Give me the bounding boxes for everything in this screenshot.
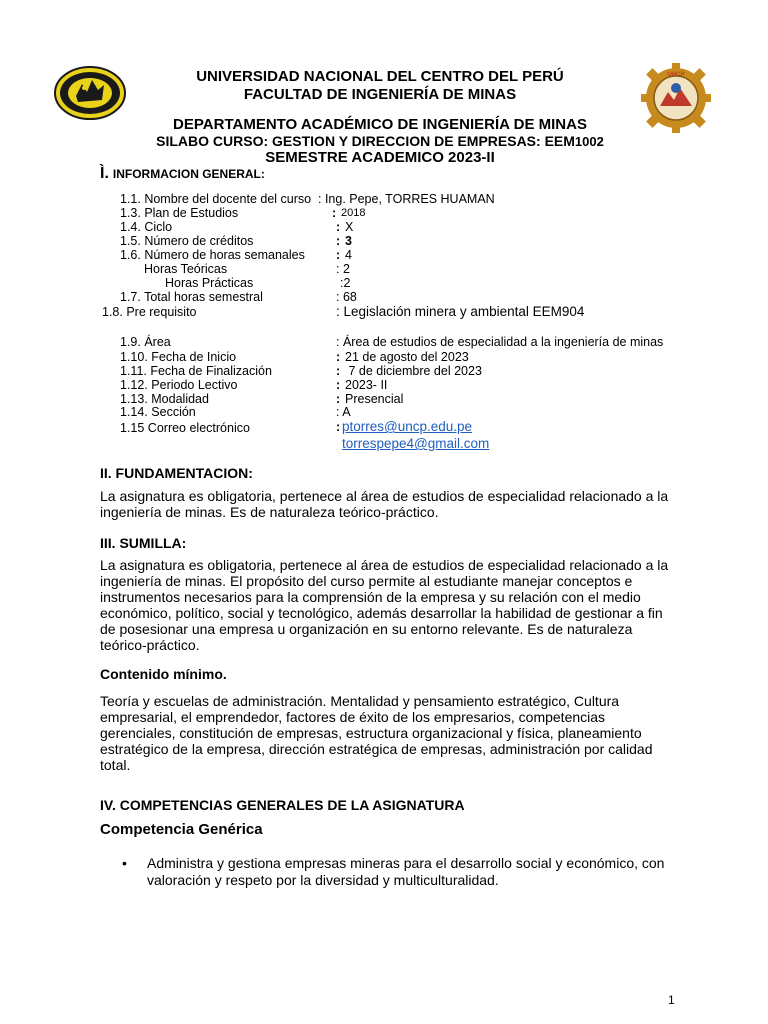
paragraph-line: empresarial, el emprendedor, factores de éxito de los empresarios, competencias (100, 709, 606, 725)
info-value-fecha-fin: 7 de diciembre del 2023 (345, 364, 482, 378)
university-seal-logo (54, 66, 126, 120)
info-label-area: 1.9. Área (120, 335, 171, 349)
info-label-horas-semanales: 1.6. Número de horas semanales (120, 248, 305, 262)
info-label-prerequisito: 1.8. Pre requisito (102, 305, 197, 319)
info-value-horas-teoricas: : 2 (336, 262, 350, 276)
contenido-minimo-paragraph (100, 693, 690, 773)
svg-text:UNCP: UNCP (667, 72, 685, 78)
info-value-horas-semanales: 4 (345, 248, 352, 262)
section-1-mark: Ì. (100, 165, 109, 182)
info-value-total-horas: : 68 (336, 290, 357, 304)
info-label-ciclo: 1.4. Ciclo (120, 220, 173, 234)
course-title-text: SILABO CURSO: GESTION Y DIRECCION DE EMPRESAS: EEM (156, 133, 575, 149)
info-colon-modalidad: : (336, 392, 341, 406)
sumilla-paragraph (100, 557, 690, 653)
info-value-horas-practicas: :2 (340, 276, 351, 290)
info-colon-correo: : (336, 420, 341, 434)
section-3-title: III. SUMILLA: (100, 535, 187, 551)
info-colon-plan: : (332, 206, 337, 220)
fundamentacion-paragraph (100, 488, 690, 520)
paragraph-line: total. (100, 757, 131, 773)
paragraph-line: Teoría y escuelas de administración. Mentalidad y pensamiento estratégico, Cultura (100, 693, 620, 709)
paragraph-line: estratégico de la empresa, dirección estratégica de empresas, administración por calidad (100, 741, 653, 757)
section-4-title: IV. COMPETENCIAS GENERALES DE LA ASIGNATURA (100, 797, 465, 813)
info-value-creditos: 3 (345, 234, 352, 248)
info-label-total-horas: 1.7. Total horas semestral (120, 290, 263, 304)
bullet-text-line: Administra y gestiona empresas mineras para el desarrollo social y económico, con (147, 855, 665, 871)
paragraph-line: ingeniería de minas. El propósito del curso permite al estudiante manejar conceptos e (100, 573, 633, 589)
info-value-area: : Área de estudios de especialidad a la ingeniería de minas (336, 335, 664, 349)
info-colon-ciclo: : (336, 220, 341, 234)
paragraph-line: La asignatura es obligatoria, pertenece al área de estudios de especialidad relacionado a la (100, 488, 669, 504)
info-colon-creditos: : (336, 234, 341, 248)
university-name: UNIVERSIDAD NACIONAL DEL CENTRO DEL PERÚ (196, 68, 564, 85)
info-value-modalidad: Presencial (345, 392, 404, 406)
info-colon-horas-semanales: : (336, 248, 341, 262)
bullet-icon: • (122, 855, 127, 871)
paragraph-line: ingeniería de minas. Es de naturaleza teórico-práctico. (100, 504, 439, 520)
faculty-name: FACULTAD DE INGENIERÍA DE MINAS (243, 86, 517, 103)
info-label-creditos: 1.5. Número de créditos (120, 234, 254, 248)
contenido-minimo-title: Contenido mínimo. (100, 666, 227, 682)
paragraph-line: gerenciales, constitución de empresas, estructura organizacional y física, planeamiento (100, 725, 642, 741)
info-colon-fecha-fin: : (336, 364, 341, 378)
info-label-plan: 1.3. Plan de Estudios (120, 206, 239, 220)
department-name: DEPARTAMENTO ACADÉMICO DE INGENIERÍA DE MINAS (173, 116, 587, 133)
paragraph-line: instrumentos necesarios para la comprensión de la empresa y su relación con el medio (100, 589, 641, 605)
info-value-seccion: : A (336, 405, 351, 419)
info-colon-periodo: : (336, 378, 341, 392)
info-value-prerequisito: : Legislación minera y ambiental EEM904 (336, 304, 585, 319)
semester-title: SEMESTRE ACADEMICO 2023-II (265, 149, 495, 166)
section-2-title: II. FUNDAMENTACION: (100, 465, 253, 481)
paragraph-line: económico, político, social y tecnológico, además desarrollar la habilidad de gestionar a fin (100, 605, 663, 621)
info-value-docente: : Ing. Pepe, TORRES HUAMAN (318, 192, 495, 206)
section-1-title: INFORMACION GENERAL: (112, 167, 265, 181)
info-label-fecha-fin: 1.11. Fecha de Finalización (120, 364, 272, 378)
info-label-correo: 1.15 Correo electrónico (120, 421, 250, 435)
paragraph-line: teórico-práctico. (100, 637, 200, 653)
section-1-heading (100, 165, 265, 183)
course-title (150, 133, 610, 149)
info-value-ciclo: X (345, 220, 354, 234)
info-value-plan: 2018 (341, 207, 366, 219)
university-seal-icon (54, 66, 126, 120)
info-label-horas-teoricas: Horas Teóricas (144, 262, 228, 276)
competencia-generica-title: Competencia Genérica (100, 821, 263, 838)
faculty-gear-seal-icon (640, 62, 712, 134)
bullet-text-line: valoración y respeto por la diversidad y multiculturalidad. (147, 872, 499, 888)
info-label-periodo: 1.12. Periodo Lectivo (120, 378, 238, 392)
faculty-seal-logo (640, 62, 712, 134)
info-value-periodo: 2023- II (345, 378, 388, 392)
paragraph-line: La asignatura es obligatoria, pertenece al área de estudios de especialidad relacionado a la (100, 557, 669, 573)
course-code-number: 1002 (574, 134, 604, 149)
email-link-uncp[interactable]: ptorres@uncp.edu.pe (342, 419, 473, 434)
info-label-modalidad: 1.13. Modalidad (120, 392, 209, 406)
info-label-fecha-inicio: 1.10. Fecha de Inicio (120, 350, 237, 364)
email-link-gmail[interactable]: torrespepe4@gmail.com (342, 436, 490, 451)
info-label-seccion: 1.14. Sección (120, 405, 196, 419)
page-number: 1 (668, 993, 675, 1007)
info-label-horas-practicas: Horas Prácticas (165, 276, 254, 290)
info-value-fecha-inicio: 21 de agosto del 2023 (345, 350, 469, 364)
paragraph-line: de posesionar una empresa u organización en su entorno relevante. Es de naturaleza (100, 621, 633, 637)
info-colon-fecha-inicio: : (336, 350, 341, 364)
info-label-docente: 1.1. Nombre del docente del curso (120, 192, 312, 206)
